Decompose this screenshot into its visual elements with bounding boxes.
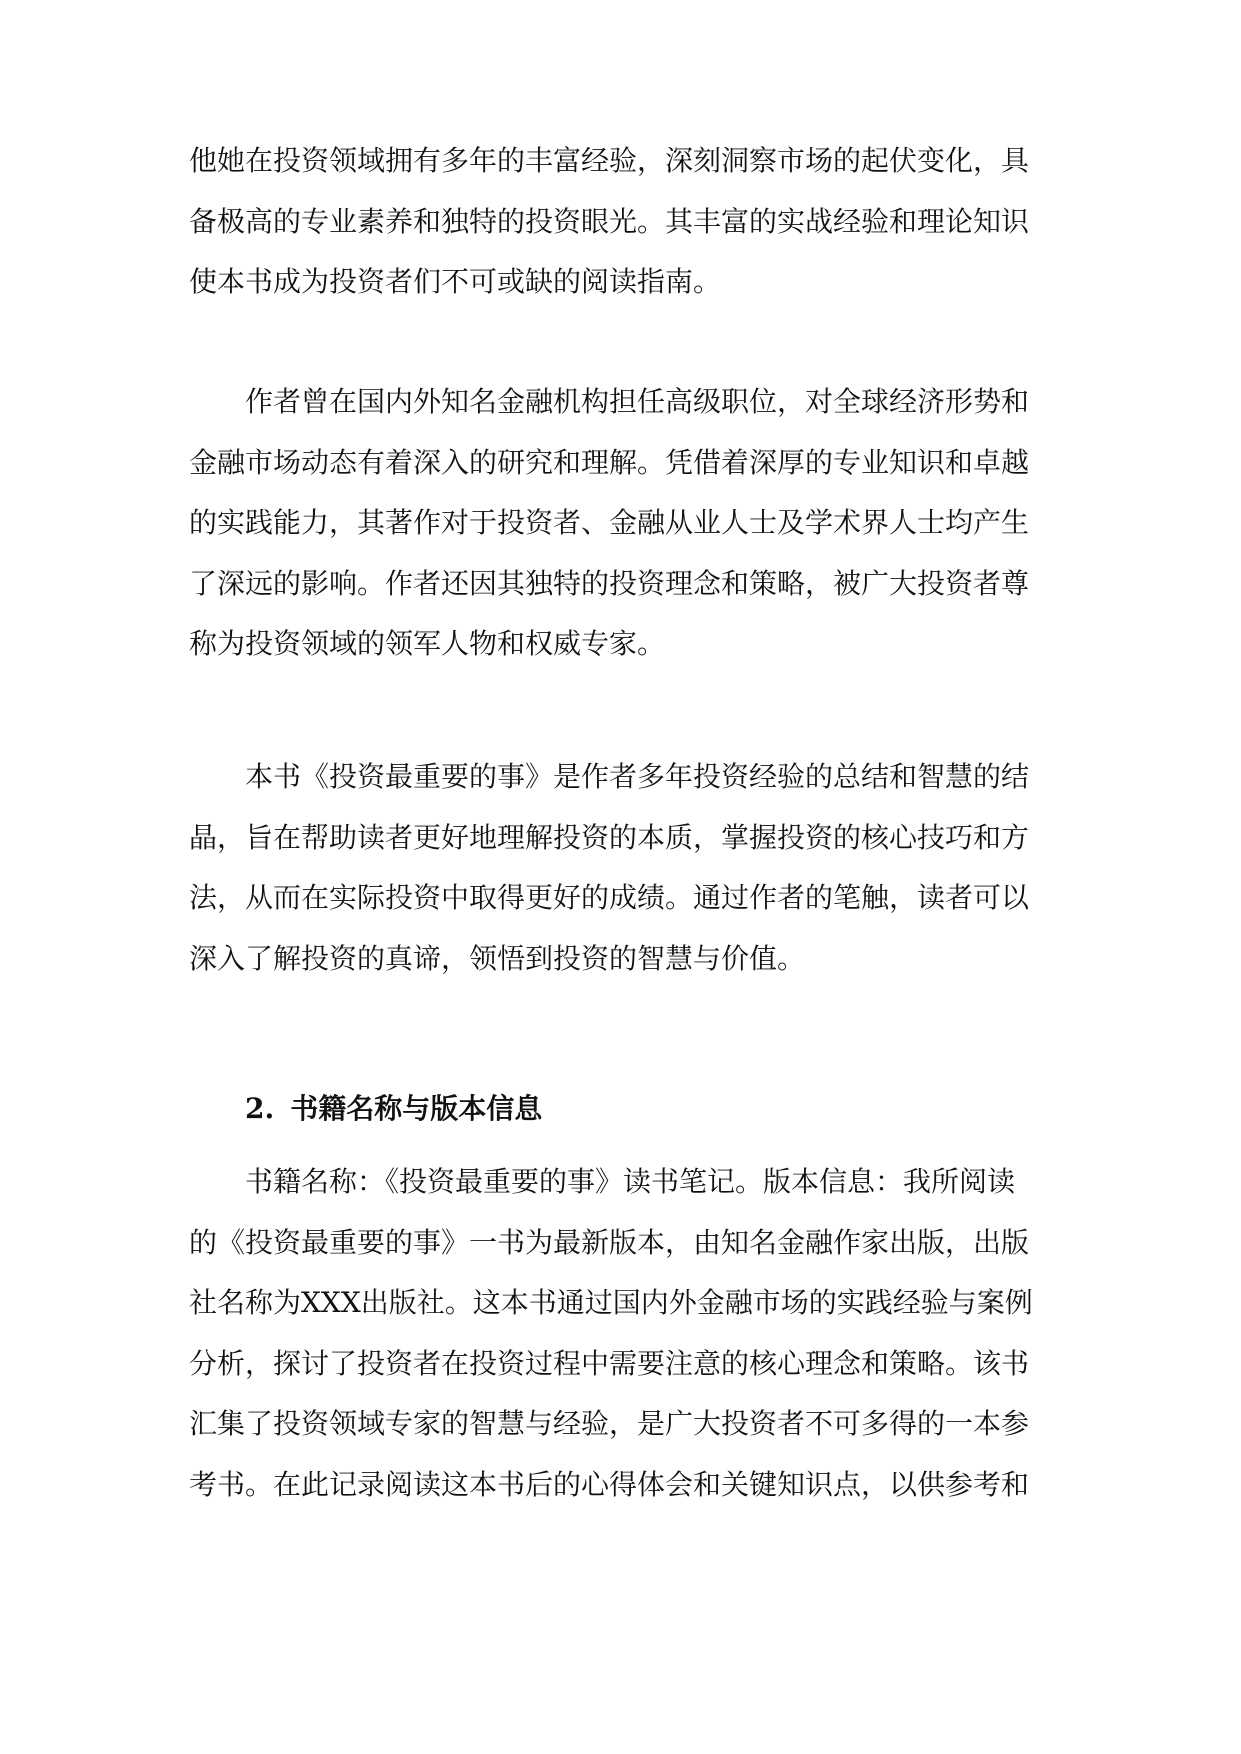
text-line: 汇集了投资领域专家的智慧与经验，是广大投资者不可多得的一本参: [189, 1407, 1030, 1440]
text-line: 的实践能力，其著作对于投资者、金融从业人士及学术界人士均产生: [189, 506, 1030, 539]
text-line: 本书《投资最重要的事》是作者多年投资经验的总结和智慧的结: [245, 760, 1030, 793]
text-line: 的《投资最重要的事》一书为最新版本，由知名金融作家出版，出版: [189, 1225, 1030, 1259]
section-heading: [189, 1087, 542, 1127]
text-line: 称为投资领域的领军人物和权威专家。: [189, 627, 666, 660]
text-line: 使本书成为投资者们不可或缺的阅读指南。: [189, 265, 722, 298]
text-line: 了深远的影响。作者还因其独特的投资理念和策略，被广大投资者尊: [189, 566, 1030, 600]
paragraph-author-experience: [189, 131, 1050, 313]
text-line: 晶，旨在帮助读者更好地理解投资的本质，掌握投资的核心技巧和方: [189, 820, 1030, 854]
text-line: 书籍名称：《投资最重要的事》读书笔记。版本信息：我所阅读: [245, 1165, 1016, 1198]
section-number: 2.: [245, 1092, 275, 1125]
text-line: 他她在投资领域拥有多年的丰富经验，深刻洞察市场的起伏变化，具: [189, 144, 1030, 177]
paragraph-author-background: [189, 372, 1050, 675]
paragraph-book-info: [189, 1152, 1050, 1515]
text-line: 备极高的专业素养和独特的投资眼光。其丰富的实战经验和理论知识: [189, 204, 1030, 238]
text-line: 作者曾在国内外知名金融机构担任高级职位，对全球经济形势和: [245, 385, 1030, 418]
text-line: 分析，探讨了投资者在投资过程中需要注意的核心理念和策略。该书: [189, 1346, 1030, 1380]
text-line: 社名称为XXX出版社。这本书通过国内外金融市场的实践经验与案例: [189, 1286, 1033, 1319]
paragraph-book-summary: [189, 747, 1050, 989]
text-line: 考书。在此记录阅读这本书后的心得体会和关键知识点，以供参考和: [189, 1467, 1030, 1501]
section-title: 书籍名称与版本信息: [290, 1092, 543, 1125]
text-line: 金融市场动态有着深入的研究和理解。凭借着深厚的专业知识和卓越: [189, 445, 1030, 479]
text-line: 深入了解投资的真谛，领悟到投资的智慧与价值。: [189, 941, 806, 975]
text-line: 法，从而在实际投资中取得更好的成绩。通过作者的笔触，读者可以: [189, 881, 1030, 914]
